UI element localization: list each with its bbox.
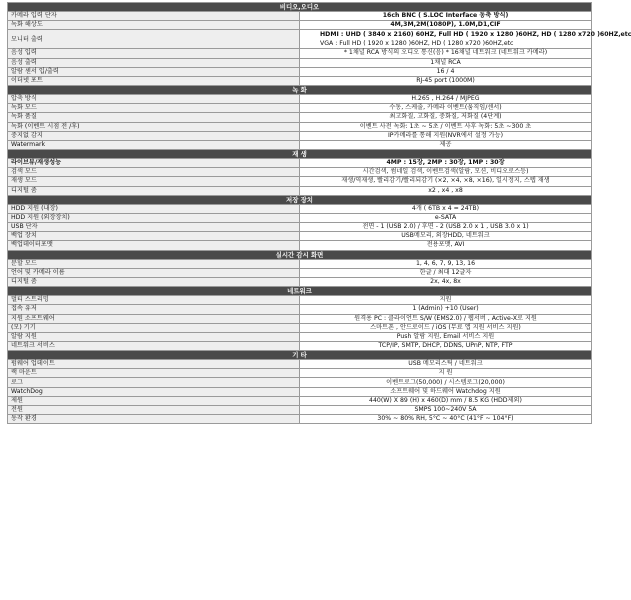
spec-row [8, 104, 592, 113]
spec-value: 지원 [300, 296, 592, 305]
spec-row [8, 369, 592, 378]
spec-value-line: VGA : Full HD ( 1920 x 1280 )60HZ, HD ( 1280 x720 )60HZ,etc [320, 40, 514, 48]
spec-label: (모) 기기 [8, 323, 300, 332]
spec-value: x2 , x4 , x8 [300, 186, 592, 195]
spec-value: 소프트웨어 및 하드웨어 Watchdog 지원 [300, 387, 592, 396]
spec-label: 동작 환경 [8, 415, 300, 424]
spec-row [8, 113, 592, 122]
spec-value: 1, 4, 6, 7, 9, 13, 16 [300, 259, 592, 268]
spec-value: 전면 - 1 (USB 2.0) / 후면 - 2 (USB 2.0 x 1 , USB 3.0 x 1) [300, 223, 592, 232]
spec-label: 언어 및 카메라 이름 [8, 268, 300, 277]
spec-value: H.265 , H.264 / MJPEG [300, 95, 592, 104]
section-title: 기 타 [8, 351, 592, 360]
spec-row [8, 360, 592, 369]
spec-label: 접속 유저 [8, 305, 300, 314]
spec-row [8, 323, 592, 332]
spec-row [8, 341, 592, 350]
spec-label: 녹화 모드 [8, 104, 300, 113]
spec-value: 한글 / 최대 12글자 [300, 268, 592, 277]
spec-value: USB 메모리스틱 / 네트워크 [300, 360, 592, 369]
spec-row [8, 95, 592, 104]
spec-label: 알람 센서 입/출력 [8, 67, 300, 76]
spec-value [300, 30, 631, 49]
section-header [8, 351, 592, 360]
spec-value: 재생/역재생, 빨리감기/빨리되감기 (×2, ×4, ×8, ×16), 일시정지, 스텝 재생 [300, 177, 592, 186]
spec-label: 지원 소프트웨어 [8, 314, 300, 323]
spec-row [8, 305, 592, 314]
spec-row [8, 204, 592, 213]
section-header [8, 85, 592, 94]
spec-row [8, 387, 592, 396]
spec-value: 지 원 [300, 369, 592, 378]
spec-label: 카메라 입력 단자 [8, 12, 300, 21]
spec-value: 수동, 스케줄, 카메라 이벤트(움직임/센서) [300, 104, 592, 113]
spec-label: Watermark [8, 140, 300, 149]
spec-label: 디지털 줌 [8, 277, 300, 286]
spec-value: * 1채널 RCA 방식의 오디오 통신(음) * 16채널 네트워크 (네트워크 카메라) [300, 49, 592, 58]
spec-row [8, 405, 592, 414]
spec-label: HDD 지원 (외장장치) [8, 213, 300, 222]
spec-label: 중지없 감지 [8, 131, 300, 140]
spec-label: 음성 입력 [8, 49, 300, 58]
section-header [8, 195, 592, 204]
spec-value: USB메모리, 외장HDD, 네트워크 [300, 232, 592, 241]
spec-row [8, 296, 592, 305]
section-header [8, 149, 592, 158]
spec-label: 로그 [8, 378, 300, 387]
spec-row [8, 140, 592, 149]
spec-value: TCP/IP, SMTP, DHCP, DDNS, UPnP, NTP, FTP [300, 341, 592, 350]
spec-value: 스마트폰 , 안드로이드 / iOS (무료 앱 지원 서비스 지원) [300, 323, 592, 332]
spec-row [8, 49, 592, 58]
spec-label: 모니터 출력 [8, 30, 300, 49]
spec-table [7, 2, 631, 424]
section-title: 네트워크 [8, 287, 592, 296]
section-title: 재 생 [8, 149, 592, 158]
spec-label: 멀티 스트리밍 [8, 296, 300, 305]
spec-value: 4개 ( 6TB x 4 = 24TB) [300, 204, 592, 213]
spec-row [8, 186, 592, 195]
spec-label: 백업 장치 [8, 232, 300, 241]
spec-label: 검색 모드 [8, 168, 300, 177]
spec-value: 1 (Admin) +10 (User) [300, 305, 592, 314]
spec-value: SMPS 100~240V 5A [300, 405, 592, 414]
spec-value: RJ-45 port (1000M) [300, 76, 592, 85]
spec-value: IP카메라를 통해 지원(NVR에서 설정 가능) [300, 131, 592, 140]
spec-label: HDD 지원 (내장) [8, 204, 300, 213]
section-header [8, 250, 592, 259]
spec-row [8, 58, 592, 67]
spec-value: 최고화질, 고화질, 중화질, 저화질 (4단계) [300, 113, 592, 122]
spec-label: 녹화 해상도 [8, 21, 300, 30]
spec-row [8, 67, 592, 76]
spec-row [8, 213, 592, 222]
spec-label: 라이브뷰/재생성능 [8, 159, 300, 168]
spec-label: 재생 모드 [8, 177, 300, 186]
spec-label: 녹화 (이벤트 시점 전 /후) [8, 122, 300, 131]
section-header [8, 3, 592, 12]
spec-value: e-SATA [300, 213, 592, 222]
spec-row [8, 241, 592, 250]
spec-row [8, 268, 592, 277]
section-title: 실시간 감시 화면 [8, 250, 592, 259]
spec-row [8, 259, 592, 268]
spec-label: 제원 [8, 396, 300, 405]
section-header [8, 287, 592, 296]
spec-label: USB 단자 [8, 223, 300, 232]
spec-value-line: HDMI : UHD ( 3840 x 2160) 60HZ, Full HD ( 1920 x 1280 )60HZ, HD ( 1280 x720 )60HZ,etc [320, 31, 631, 39]
spec-row [8, 415, 592, 424]
spec-row [8, 223, 592, 232]
spec-table-body [8, 3, 631, 424]
spec-label: 디지털 줌 [8, 186, 300, 195]
spec-row [8, 76, 592, 85]
spec-label: 이더넷 포트 [8, 76, 300, 85]
spec-row [8, 396, 592, 405]
spec-row [8, 177, 592, 186]
spec-value: 16 / 4 [300, 67, 592, 76]
spec-value: 440(W) X 89 (H) x 460(D) mm / 8.5 KG (HDD제외) [300, 396, 592, 405]
spec-value: 전용포맷, AVI [300, 241, 592, 250]
spec-value: 30% ~ 80% RH, 5°C ~ 40°C (41°F ~ 104°F) [300, 415, 592, 424]
spec-value: 이벤트 사전 녹화: 1초 ~ 5초 / 이벤트 사후 녹화: 5초 ~300 초 [300, 122, 592, 131]
spec-row [8, 232, 592, 241]
section-title: 녹 화 [8, 85, 592, 94]
spec-label: 전원 [8, 405, 300, 414]
spec-row [8, 378, 592, 387]
spec-row [8, 30, 592, 49]
spec-value: 4MP : 15장, 2MP : 30장, 1MP : 30장 [300, 159, 592, 168]
spec-label: 랙 마운트 [8, 369, 300, 378]
spec-row [8, 122, 592, 131]
spec-label: 백업데이터포맷 [8, 241, 300, 250]
spec-row [8, 332, 592, 341]
spec-row [8, 131, 592, 140]
spec-label: 네트워크 서비스 [8, 341, 300, 350]
spec-value: 원격용 PC : 클라이언트 S/W (EMS2.0) / 웹서버 , Active-X로 지원 [300, 314, 592, 323]
spec-row [8, 314, 592, 323]
spec-value: 4M,3M,2M(1080P), 1.0M,D1,CIF [300, 21, 592, 30]
spec-label: 펌웨어 업데이트 [8, 360, 300, 369]
spec-label: 압축 방식 [8, 95, 300, 104]
spec-row [8, 168, 592, 177]
spec-value: 2x, 4x, 8x [300, 277, 592, 286]
spec-value: 제공 [300, 140, 592, 149]
spec-row [8, 21, 592, 30]
spec-label: 알람 지원 [8, 332, 300, 341]
spec-label: 음성 출력 [8, 58, 300, 67]
spec-label: 분할 모드 [8, 259, 300, 268]
spec-sheet [7, 2, 631, 424]
spec-value: 시간검색, 썸네일 검색, 이벤트검색(알람, 모션, 비디오로스등) [300, 168, 592, 177]
spec-value: 1채널 RCA [300, 58, 592, 67]
spec-row [8, 159, 592, 168]
spec-row [8, 277, 592, 286]
section-title: 비디오,오디오 [8, 3, 592, 12]
spec-value: Push 알람 지원, Email 서비스 지원 [300, 332, 592, 341]
spec-row [8, 12, 592, 21]
spec-value: 이벤트로그(50,000) / 시스템로그(20,000) [300, 378, 592, 387]
section-title: 저장 장치 [8, 195, 592, 204]
spec-value: 16ch BNC ( S.LOC Interface 동축 방식) [300, 12, 592, 21]
spec-label: WatchDog [8, 387, 300, 396]
spec-label: 녹화 품질 [8, 113, 300, 122]
